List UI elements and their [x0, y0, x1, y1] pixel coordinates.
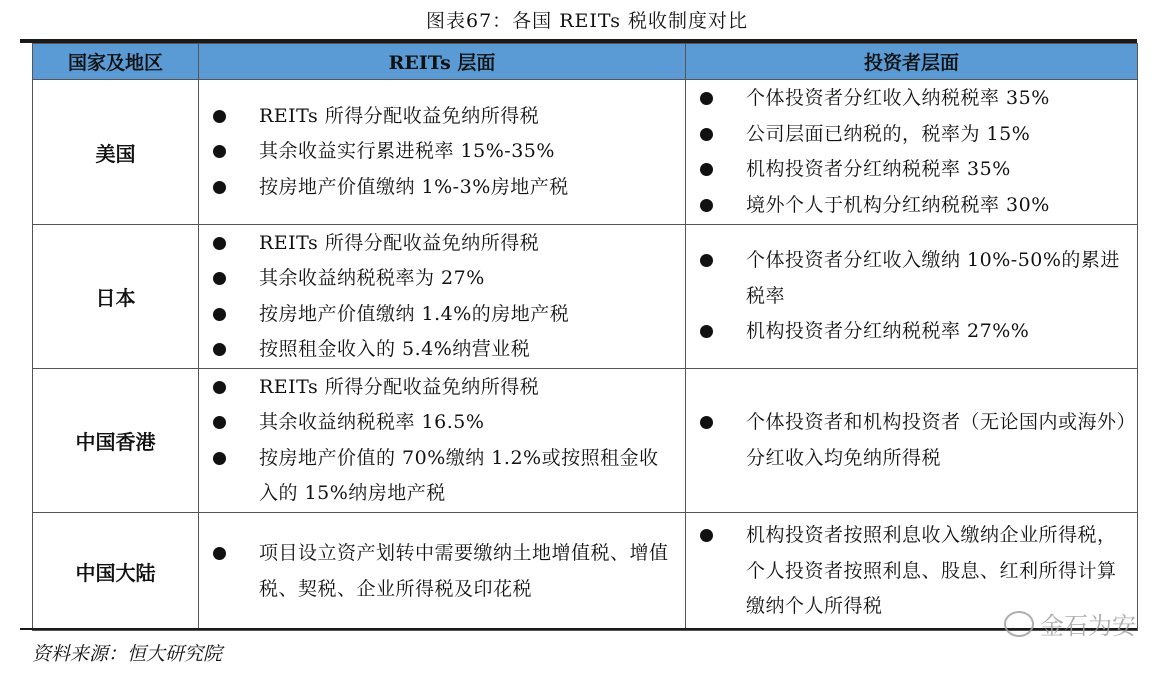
list-item-text: 按房地产价值的 70%缴纳 1.2%或按照租金收入的 15%纳房地产税 — [259, 446, 659, 504]
bullet-icon — [700, 325, 713, 338]
bullet-icon — [213, 452, 226, 465]
list-item-text: 按房地产价值缴纳 1%-3%房地产税 — [259, 175, 569, 198]
reits-list — [199, 370, 685, 512]
country-cell: 美国 — [33, 80, 199, 225]
country-cell: 日本 — [33, 225, 199, 369]
list-item-text: 公司层面已纳税的，税率为 15% — [746, 122, 1031, 145]
table-header-row — [33, 44, 1138, 80]
investor-list — [686, 405, 1137, 476]
list-item-text: REITs 所得分配收益免纳所得税 — [259, 104, 540, 127]
investor-cell — [686, 369, 1138, 513]
reits-list — [199, 226, 685, 368]
bullet-icon — [213, 181, 226, 194]
list-item — [199, 297, 677, 333]
list-item — [199, 226, 677, 262]
list-item — [686, 314, 1129, 350]
bullet-icon — [700, 529, 713, 542]
watermark-text: 金石为安 — [1040, 612, 1136, 640]
country-cell: 中国香港 — [33, 369, 199, 513]
bullet-icon — [213, 416, 226, 429]
list-item-text: 机构投资者按照利息收入缴纳企业所得税，个人投资者按照利息、股息、红利所得计算缴纳个人所得税 — [746, 524, 1117, 618]
bullet-icon — [213, 237, 226, 250]
bullet-icon — [700, 92, 713, 105]
list-item-text: 个体投资者分红收入缴纳 10%-50%的累进税率 — [746, 249, 1120, 307]
investor-list — [686, 243, 1137, 350]
list-item-text: REITs 所得分配收益免纳所得税 — [259, 375, 540, 398]
list-item — [199, 370, 677, 406]
reits-cell — [199, 80, 686, 225]
bullet-icon — [213, 547, 226, 560]
watermark — [1004, 606, 1136, 641]
header-country: 国家及地区 — [33, 44, 199, 80]
list-item — [686, 188, 1129, 224]
list-item — [686, 81, 1129, 117]
bullet-icon — [700, 416, 713, 429]
list-item — [199, 536, 677, 607]
list-item-text: 个体投资者和机构投资者（无论国内或海外）分红收入均免纳所得税 — [746, 411, 1127, 469]
list-item-text: 其余收益纳税税率为 27% — [259, 267, 485, 289]
figure-caption: 图表67：各国 REITs 税收制度对比 — [426, 10, 748, 32]
bullet-icon — [700, 254, 713, 267]
bullet-icon — [700, 163, 713, 176]
list-item-text: 按照租金收入的 5.4%纳营业税 — [259, 338, 531, 360]
reits-list — [199, 99, 685, 206]
country-cell: 中国大陆 — [33, 513, 199, 631]
list-item-text: REITs 所得分配收益免纳所得税 — [259, 231, 540, 254]
bottom-rule — [20, 628, 1137, 630]
bullet-icon — [213, 343, 226, 356]
list-item — [199, 332, 677, 368]
bullet-icon — [700, 128, 713, 141]
list-item-text: 个体投资者分红收入纳税税率 35% — [746, 87, 1050, 109]
list-item-text: 境外个人于机构分红纳税税率 30% — [746, 193, 1050, 216]
wechat-icon — [1004, 611, 1034, 637]
list-item — [199, 261, 677, 297]
source-note: 资料来源：恒大研究院 — [32, 643, 223, 665]
table-row — [33, 80, 1138, 225]
table-row — [33, 369, 1138, 513]
list-item — [686, 405, 1129, 476]
list-item — [686, 152, 1129, 188]
tax-comparison-table — [32, 43, 1138, 631]
bullet-icon — [213, 308, 226, 321]
header-investor-level: 投资者层面 — [686, 44, 1138, 80]
list-item-text: 其余收益实行累进税率 15%-35% — [259, 140, 555, 163]
reits-cell — [199, 369, 686, 513]
list-item-text: 机构投资者分红纳税税率 35% — [746, 158, 1011, 180]
investor-cell — [686, 80, 1138, 225]
bullet-icon — [213, 145, 226, 158]
reits-cell — [199, 225, 686, 369]
list-item — [199, 405, 677, 441]
reits-cell — [199, 513, 686, 631]
reits-list — [199, 536, 685, 607]
list-item-text: 其余收益纳税税率 16.5% — [259, 411, 485, 433]
list-item — [199, 134, 677, 170]
bullet-icon — [213, 381, 226, 394]
bullet-icon — [700, 199, 713, 212]
list-item — [199, 99, 677, 135]
list-item — [686, 243, 1129, 314]
list-item-text: 按房地产价值缴纳 1.4%的房地产税 — [259, 302, 570, 325]
bullet-icon — [213, 110, 226, 123]
table-row — [33, 513, 1138, 631]
header-reits-level: REITs 层面 — [199, 44, 686, 80]
list-item — [199, 441, 677, 512]
table-row — [33, 225, 1138, 369]
list-item-text: 项目设立资产划转中需要缴纳土地增值税、增值税、契税、企业所得税及印花税 — [259, 542, 669, 600]
bullet-icon — [213, 272, 226, 285]
list-item — [199, 170, 677, 206]
list-item-text: 机构投资者分红纳税税率 27%% — [746, 320, 1030, 343]
investor-list — [686, 81, 1137, 223]
list-item — [686, 117, 1129, 153]
investor-cell — [686, 225, 1138, 369]
